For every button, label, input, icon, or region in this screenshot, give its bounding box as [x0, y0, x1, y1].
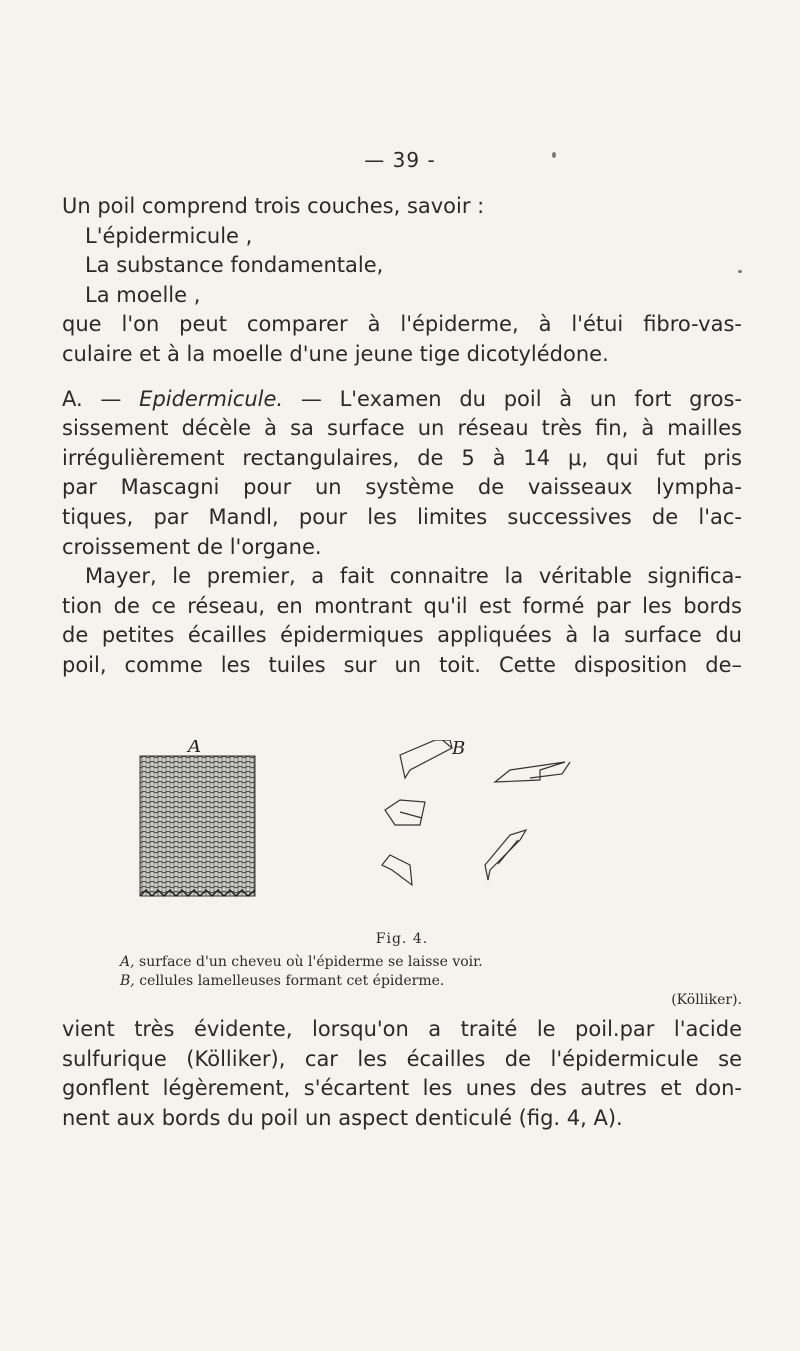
- text-run: — L'examen du poil à un fort gros-: [283, 386, 742, 411]
- text-line: tion de ce réseau, en montrant qu'il est formé par les bords: [62, 593, 742, 618]
- text-line: de petites écailles épidermiques appliquées à la surface du: [62, 623, 742, 648]
- text-line: vient très évidente, lorsqu'on a traité le poil.par l'acide: [62, 1017, 742, 1041]
- text-line: sulfurique (Kölliker), car les écailles de l'épidermicule se: [62, 1046, 742, 1071]
- caption-letter: A,: [120, 954, 135, 970]
- text-line: gonflent légèrement, s'écartent les unes des autres et don-: [62, 1076, 742, 1101]
- body-text-upper: [62, 192, 742, 681]
- list-item: L'épidermicule ,: [85, 223, 253, 248]
- figure-caption-a: [62, 953, 800, 972]
- figure-4: [100, 740, 700, 940]
- figure-label-b: B: [452, 740, 466, 759]
- section-title: Epidermicule.: [139, 386, 284, 411]
- text-line: sissement décèle à sa surface un réseau très fin, à mailles: [62, 416, 742, 441]
- text-line: poil, comme les tuiles sur un toit. Cette disposition de–: [62, 652, 742, 677]
- text-line: irrégulièrement rectangulaires, de 5 à 14 μ, qui fut pris: [62, 445, 742, 470]
- caption-text: cellules lamelleuses formant cet épiderme.: [134, 973, 445, 989]
- caption-letter: B,: [120, 973, 135, 989]
- figure-source: (Kölliker).: [671, 992, 742, 1008]
- figure-caption-b: [62, 972, 800, 991]
- text-line: tiques, par Mandl, pour les limites successives de l'ac-: [62, 504, 742, 529]
- caption-text: surface d'un cheveu où l'épiderme se laisse voir.: [134, 954, 483, 970]
- text-line: Mayer, le premier, a fait connaitre la véritable significa-: [85, 564, 742, 589]
- hair-surface-drawing: [140, 756, 255, 896]
- section-heading-line: [62, 385, 742, 415]
- body-text-lower: [62, 1015, 742, 1133]
- figure-label-a: A: [188, 740, 201, 757]
- list-item: La moelle ,: [85, 282, 201, 307]
- text-line: Un poil comprend trois couches, savoir :: [62, 194, 485, 218]
- list-item: La substance fondamentale,: [85, 253, 384, 278]
- figure-title: Fig. 4.: [375, 931, 429, 947]
- section-letter: A. —: [62, 386, 140, 411]
- text-line: croissement de l'organe.: [62, 534, 322, 559]
- scale-cells-drawing: [382, 740, 570, 885]
- text-line: culaire et à la moelle d'une jeune tige dicotylédone.: [62, 341, 609, 366]
- text-line: nent aux bords du poil un aspect denticulé (fig. 4, A).: [62, 1105, 623, 1130]
- page-number: — 39 -: [364, 148, 436, 172]
- text-line: que l'on peut comparer à l'épiderme, à l'étui fibro-vas-: [62, 312, 742, 337]
- text-line: par Mascagni pour un système de vaisseaux lympha-: [62, 475, 742, 500]
- figure-illustration: [100, 740, 700, 940]
